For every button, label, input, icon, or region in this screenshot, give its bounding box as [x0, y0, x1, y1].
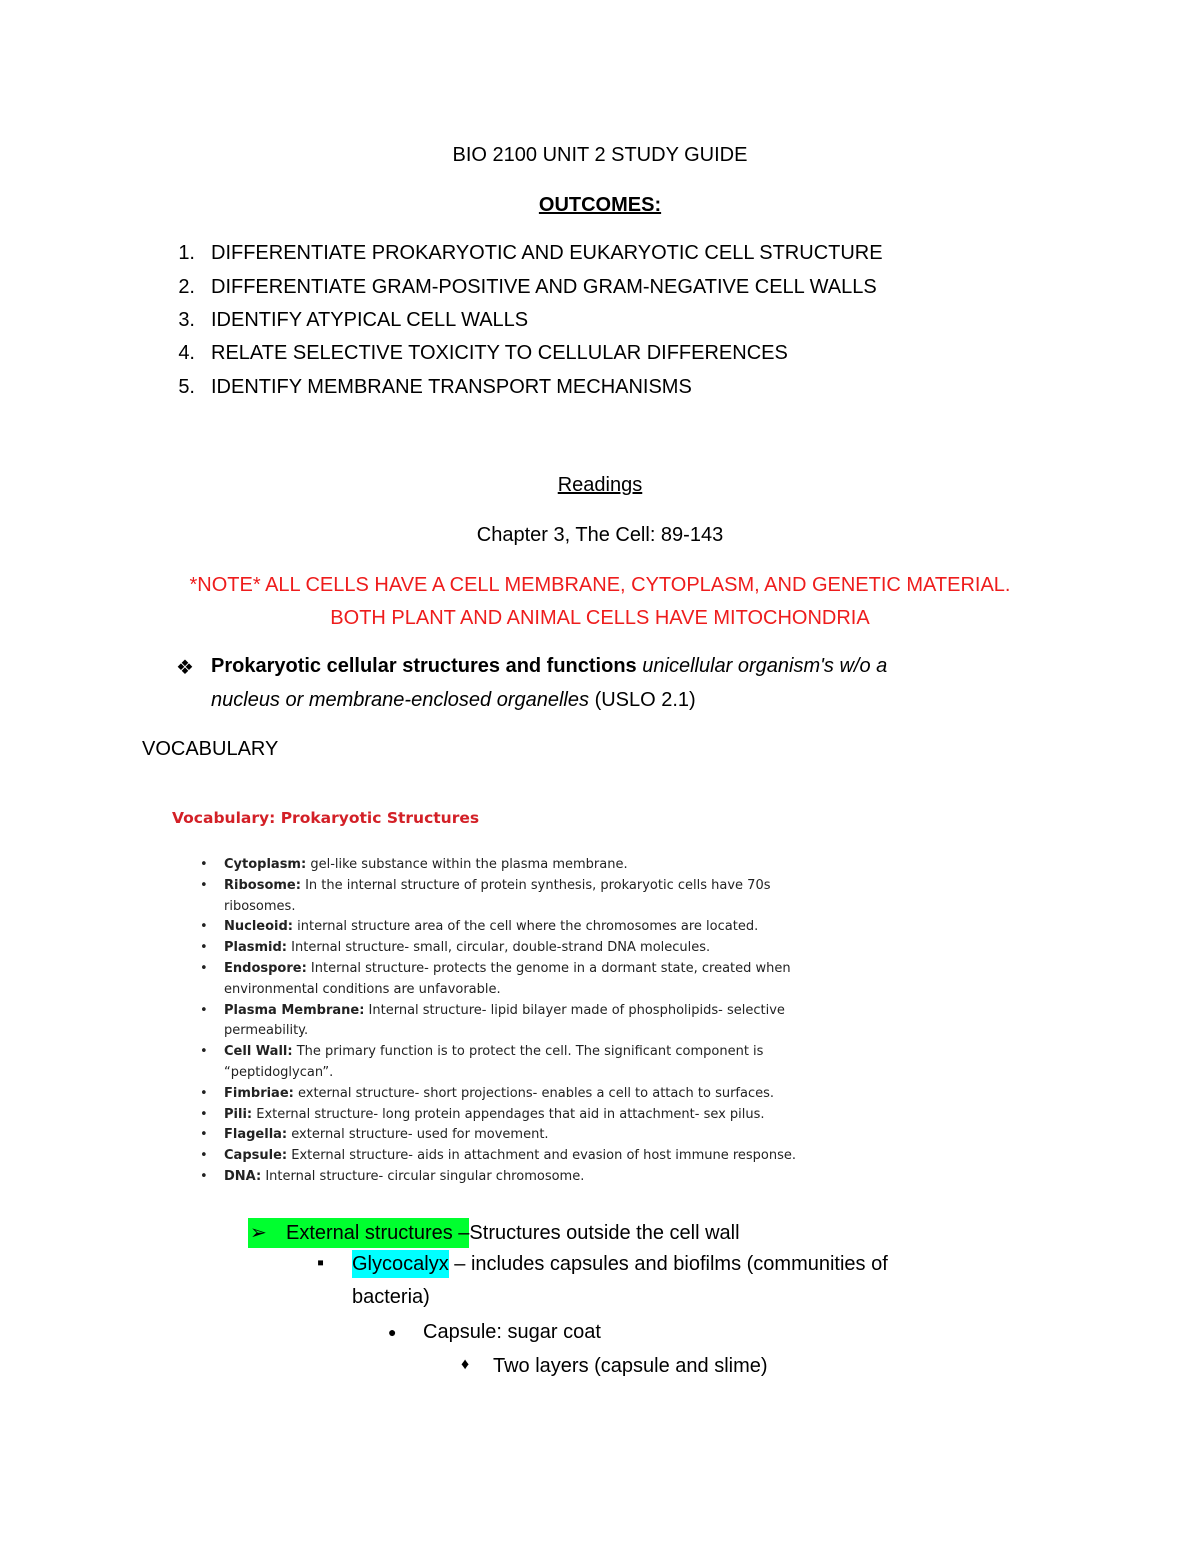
vocabulary-label: VOCABULARY: [142, 738, 279, 760]
vocab-item: [198, 1125, 818, 1146]
vocabulary-image: [150, 800, 850, 1190]
vocabulary-image-title: Vocabulary: Prokaryotic Structures: [172, 809, 480, 827]
vocab-item: [198, 876, 818, 918]
vocab-term: Flagella:: [224, 1127, 288, 1143]
outcome-number: 5.: [178, 376, 195, 398]
outcome-number: 3.: [178, 309, 195, 331]
vocab-item: [198, 1084, 818, 1105]
bullet-icon: •: [200, 877, 208, 893]
section-reference: (USLO 2.1): [594, 689, 696, 711]
outcome-text: DIFFERENTIATE GRAM-POSITIVE AND GRAM-NEGATIVE CELL WALLS: [211, 276, 877, 298]
section-heading-bold: Prokaryotic cellular structures and functions: [211, 655, 637, 677]
vocab-definition: external structure- short projections- enables a cell to attach to surfaces.: [297, 1085, 775, 1101]
page-title: BIO 2100 UNIT 2 STUDY GUIDE: [452, 144, 748, 166]
glycocalyx-term: Glycocalyx: [352, 1250, 449, 1278]
external-structures-term: External structures –: [286, 1222, 470, 1244]
vocab-definition-cont: “peptidoglycan”.: [224, 1064, 334, 1080]
external-structures-line: [248, 1218, 740, 1248]
circle-bullet-icon: ●: [388, 1324, 397, 1340]
outcomes-heading: OUTCOMES:: [538, 194, 662, 216]
capsule-text: Capsule: sugar coat: [423, 1321, 601, 1343]
external-structures-text: Structures outside the cell wall: [469, 1222, 740, 1244]
glycocalyx-text: – includes capsules and biofilms (communities of: [448, 1253, 888, 1275]
vocab-term: Ribosome:: [224, 877, 301, 893]
bullet-icon: •: [200, 919, 208, 935]
vocab-term: Cytoplasm:: [224, 857, 307, 872]
vocab-term: Nucleoid:: [224, 919, 294, 935]
outcome-text: DIFFERENTIATE PROKARYOTIC AND EUKARYOTIC CELL STRUCTURE: [211, 242, 883, 264]
outcome-text: IDENTIFY ATYPICAL CELL WALLS: [211, 309, 529, 331]
vocab-item: [198, 1001, 818, 1043]
glycocalyx-text-cont: bacteria): [352, 1286, 430, 1308]
vocab-term: Fimbriae:: [224, 1085, 294, 1101]
bullet-icon: •: [200, 1085, 208, 1101]
section-heading-italic-2: nucleus or membrane-enclosed organelles: [211, 689, 589, 711]
bullet-icon: •: [200, 857, 208, 872]
vocab-definition: In the internal structure of protein synthesis, prokaryotic cells have 70s: [305, 877, 771, 893]
vocabulary-list: [198, 855, 818, 1188]
vocab-definition: The primary function is to protect the cell. The significant component is: [296, 1044, 764, 1060]
vocab-item: [198, 1042, 818, 1084]
bullet-icon: •: [200, 1044, 208, 1060]
vocab-definition: external structure- used for movement.: [291, 1127, 549, 1143]
glycocalyx-line: [352, 1250, 888, 1278]
vocab-definition-cont: environmental conditions are unfavorable.: [224, 981, 501, 997]
vocab-term: Plasma Membrane:: [224, 1002, 365, 1018]
vocab-item: [198, 1146, 818, 1167]
bullet-icon: •: [200, 1148, 208, 1164]
vocab-item: [198, 855, 818, 876]
outcome-text: IDENTIFY MEMBRANE TRANSPORT MECHANISMS: [211, 376, 692, 398]
vocab-item: [198, 938, 818, 959]
vocab-definition: Internal structure- protects the genome in a dormant state, created when: [310, 960, 791, 976]
square-bullet-icon: ▪: [317, 1252, 325, 1274]
outcome-number: 1.: [178, 242, 195, 264]
vocab-definition: gel-like substance within the plasma membrane.: [310, 857, 628, 872]
vocab-definition: Internal structure- lipid bilayer made of phospholipids- selective: [368, 1002, 785, 1018]
vocab-term: Plasmid:: [224, 940, 288, 956]
diamond-bullet-icon: ❖: [176, 657, 194, 679]
vocab-term: Cell Wall:: [224, 1044, 293, 1060]
readings-text: Chapter 3, The Cell: 89-143: [476, 524, 724, 546]
vocab-item: [198, 1167, 818, 1188]
readings-heading: Readings: [557, 474, 643, 496]
outcome-number: 2.: [178, 276, 195, 298]
vocab-definition-cont: ribosomes.: [224, 898, 296, 914]
vocab-term: Pili:: [224, 1106, 253, 1122]
outcome-text: RELATE SELECTIVE TOXICITY TO CELLULAR DIFFERENCES: [211, 342, 788, 364]
bullet-icon: •: [200, 940, 208, 956]
arrow-bullet-icon: ➢: [250, 1222, 267, 1244]
bullet-icon: •: [200, 960, 208, 976]
vocab-item: [198, 959, 818, 1001]
layers-text: Two layers (capsule and slime): [493, 1355, 768, 1377]
vocab-definition-cont: permeability.: [224, 1023, 309, 1039]
bullet-icon: •: [200, 1127, 208, 1143]
bullet-icon: •: [200, 1106, 208, 1122]
vocab-definition: Internal structure- circular singular chromosome.: [265, 1168, 585, 1184]
vocab-term: DNA:: [224, 1168, 262, 1184]
vocab-definition: Internal structure- small, circular, double-strand DNA molecules.: [291, 940, 711, 956]
section-heading-italic-1: unicellular organism's w/o a: [642, 655, 888, 677]
vocab-item: [198, 1105, 818, 1126]
diamond-bullet-icon: ♦: [461, 1356, 470, 1373]
bullet-icon: •: [200, 1002, 208, 1018]
vocab-term: Capsule:: [224, 1148, 288, 1164]
vocab-item: [198, 917, 818, 938]
vocab-definition: External structure- long protein appendages that aid in attachment- sex pilus.: [256, 1106, 765, 1122]
vocab-term: Endospore:: [224, 960, 307, 976]
note-line-2: BOTH PLANT AND ANIMAL CELLS HAVE MITOCHONDRIA: [330, 607, 870, 629]
vocab-definition: External structure- aids in attachment and evasion of host immune response.: [291, 1148, 797, 1164]
vocab-definition: internal structure area of the cell where the chromosomes are located.: [297, 919, 759, 935]
bullet-icon: •: [200, 1168, 208, 1184]
outcome-number: 4.: [178, 342, 195, 364]
note-line-1: *NOTE* ALL CELLS HAVE A CELL MEMBRANE, CYTOPLASM, AND GENETIC MATERIAL.: [189, 574, 1011, 596]
